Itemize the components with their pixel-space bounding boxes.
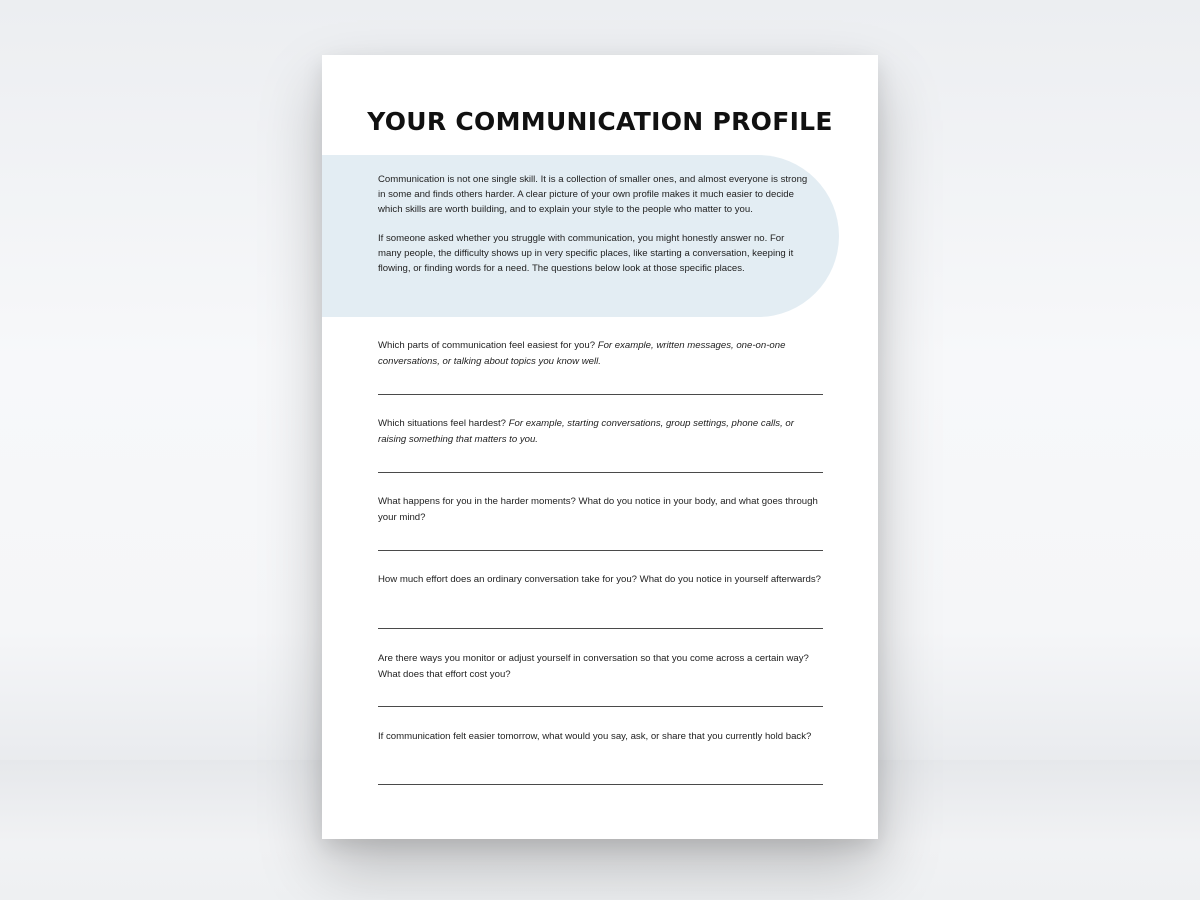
answer-line-6[interactable] bbox=[378, 784, 823, 785]
question-3 bbox=[378, 494, 823, 526]
question-text: If communication felt easier tomorrow, what would you say, ask, or share that you currently hold back? bbox=[378, 731, 812, 742]
answer-line-3[interactable] bbox=[378, 550, 823, 551]
question-example: For example, starting conversations, group settings, phone calls, or raising something that matters to you. bbox=[378, 418, 794, 445]
intro-paragraph: Communication is not one single skill. It is a collection of smaller ones, and almost everyone is strong in some and finds others harder. A clear picture of your own profile makes it much easier to decide which skills are worth building, and to explain your style to the people who matter to you. bbox=[378, 174, 808, 215]
question-2 bbox=[378, 416, 823, 448]
question-text: Are there ways you monitor or adjust yourself in conversation so that you come across a certain way? What does that effort cost you? bbox=[378, 653, 809, 680]
intro-panel bbox=[322, 155, 839, 317]
question-6 bbox=[378, 729, 823, 745]
page-title: YOUR COMMUNICATION PROFILE bbox=[367, 107, 833, 136]
intro-paragraph: If someone asked whether you struggle with communication, you might honestly answer no. For many people, the difficulty shows up in very specific places, like starting a conversation, keeping it flowing, or finding words for a need. The questions below look at those specific places. bbox=[378, 233, 794, 274]
answer-line-4[interactable] bbox=[378, 628, 823, 629]
question-1 bbox=[378, 338, 823, 370]
answer-line-2[interactable] bbox=[378, 472, 823, 473]
question-text: Which situations feel hardest? bbox=[378, 418, 506, 429]
question-4 bbox=[378, 572, 823, 588]
intro-text bbox=[378, 172, 808, 290]
worksheet-page bbox=[322, 55, 878, 839]
answer-line-5[interactable] bbox=[378, 706, 823, 707]
question-text: Which parts of communication feel easiest for you? bbox=[378, 340, 596, 351]
question-text: What happens for you in the harder moments? What do you notice in your body, and what goes through your mind? bbox=[378, 496, 818, 523]
question-example: For example, written messages, one-on-one conversations, or talking about topics you know well. bbox=[378, 340, 786, 367]
question-text: How much effort does an ordinary conversation take for you? What do you notice in yourself afterwards? bbox=[378, 574, 821, 585]
answer-line-1[interactable] bbox=[378, 394, 823, 395]
question-5 bbox=[378, 651, 823, 683]
